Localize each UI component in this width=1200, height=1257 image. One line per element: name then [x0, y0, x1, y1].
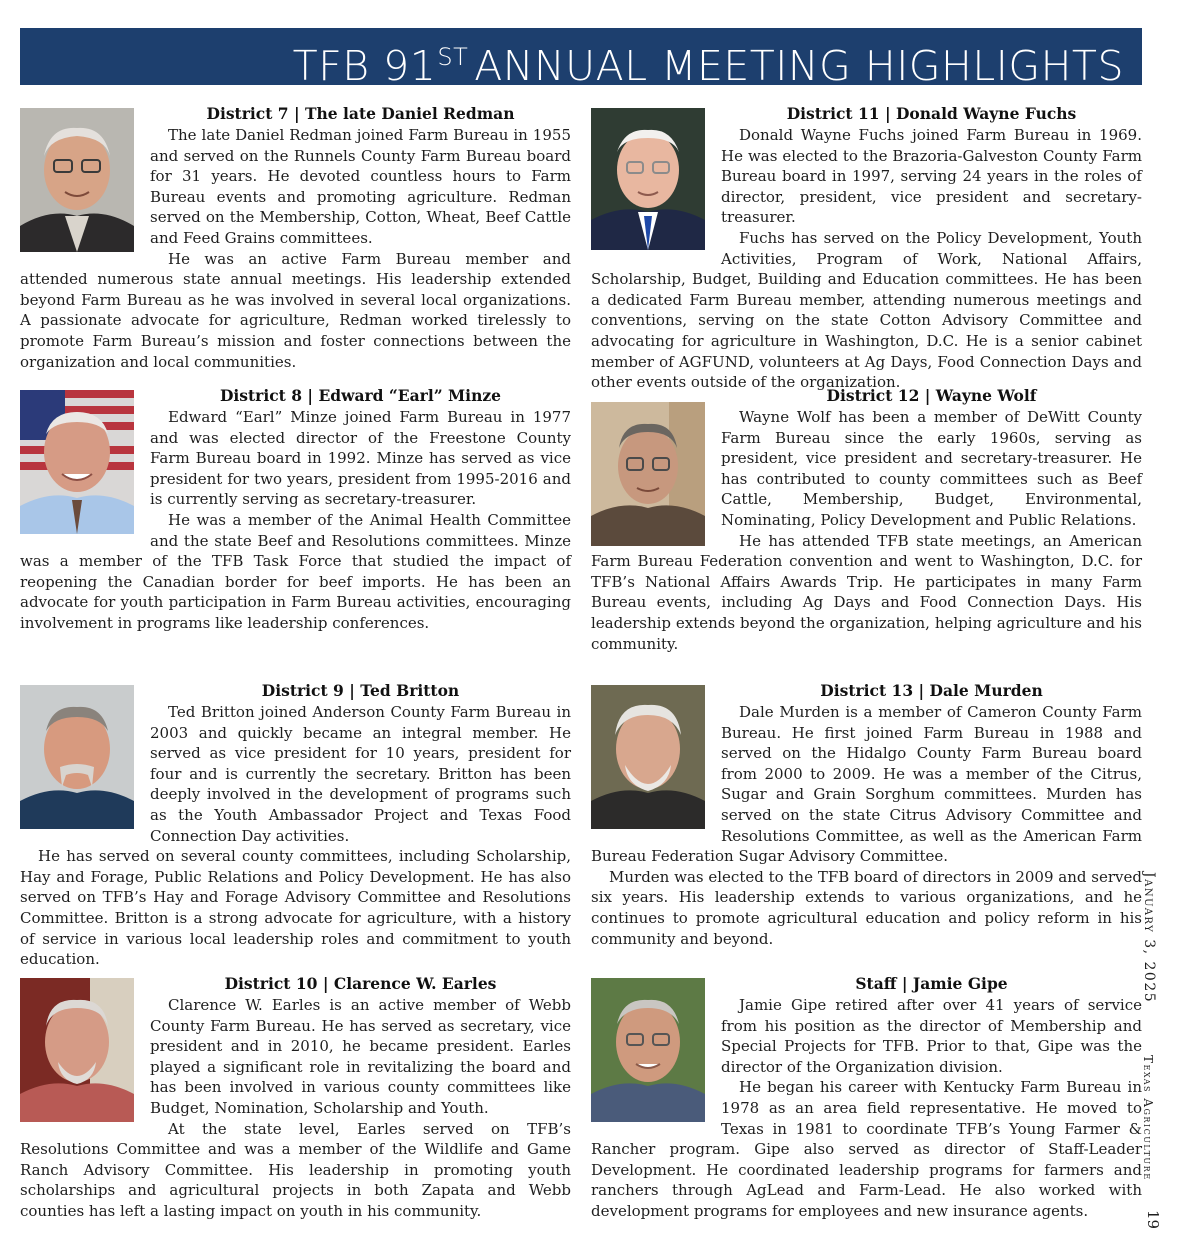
portrait-photo	[591, 402, 705, 546]
article-heading: District 13 | Dale Murden	[820, 681, 1043, 700]
header-banner	[20, 28, 1142, 90]
article-staff	[591, 974, 1142, 1222]
portrait-photo	[20, 978, 134, 1122]
article-district-8	[20, 386, 571, 634]
portrait-photo	[591, 978, 705, 1122]
article-heading: District 7 | The late Daniel Redman	[206, 104, 515, 123]
article-heading: District 10 | Clarence W. Earles	[224, 974, 497, 993]
article-paragraph: Wayne Wolf has been a member of DeWitt County Farm Bureau since the early 1960s, serving as president, vice president and secretary-treasurer. He has contributed to county committees such as Beef Cattle, Membership, Budget, Environmental, Nominating, Policy Development and Public Relations.	[721, 408, 1142, 529]
article-district-13	[591, 681, 1142, 949]
article-paragraph: Fuchs has served on the Policy Development, Youth Activities, Program of Work, National Affairs, Scholarship, Budget, Building and Education committees. He has been a dedicated Farm Bureau member, attending numerous meetings and conventions, serving on the state Cotton Advisory Committee and advocating for agriculture in Washington, D.C. He is a senior cabinet member of AGFUND, volunteers at Ag Days, Food Connection Days and other events outside of the organization.	[591, 228, 1142, 392]
article-paragraph: Edward “Earl” Minze joined Farm Bureau in 1977 and was elected director of the Freestone County Farm Bureau board in 1992. Minze has served as vice president for two years, president from 1995-2016 and is currently serving as secretary-treasurer.	[150, 408, 571, 509]
article-district-12	[591, 386, 1142, 654]
portrait-photo	[591, 685, 705, 829]
article-paragraph: Donald Wayne Fuchs joined Farm Bureau in 1969. He was elected to the Brazoria-Galveston County Farm Bureau board in 1997, serving 24 years in the roles of director, president, vice president and secretary-treasurer.	[721, 126, 1142, 227]
article-paragraph: The late Daniel Redman joined Farm Bureau in 1955 and served on the Runnels County Farm Bureau board for 31 years. He devoted countless hours to Farm Bureau events and promoting agriculture. Redman served on the Membership, Cotton, Wheat, Beef Cattle and Feed Grains committees.	[150, 126, 571, 247]
article-district-7	[20, 104, 571, 372]
portrait-photo	[20, 685, 134, 829]
article-paragraph: Murden was elected to the TFB board of directors in 2009 and served six years. His leadership extends to various organizations, and he continues to promote agricultural education and policy reform in his community and beyond.	[591, 867, 1142, 948]
page-title: TFB 91ST ANNUAL MEETING HIGHLIGHTS	[292, 42, 1124, 90]
article-paragraph: At the state level, Earles served on TFB’s Resolutions Committee and was a member of the Wildlife and Game Ranch Advisory Committee. His leadership in promoting youth scholarships and agricultural projects in both Zapata and Webb counties has left a lasting impact on youth in his community.	[20, 1119, 571, 1220]
article-district-11	[591, 104, 1142, 393]
article-paragraph: He was an active Farm Bureau member and attended numerous state annual meetings. His leadership extended beyond Farm Bureau as he was involved in several local organizations. A passionate advocate for agriculture, Redman worked tirelessly to promote Farm Bureau’s mission and foster connections between the organization and local communities.	[20, 249, 571, 371]
portrait-photo	[20, 108, 134, 252]
article-paragraph: He was a member of the Animal Health Committee and the state Beef and Resolutions committees. Minze was a member of the TFB Task Force that studied the impact of reopening the Canadian border for beef imports. He has been an advocate for youth participation in Farm Bureau activities, encouraging involvement in programs like leadership conferences.	[20, 510, 571, 632]
article-paragraph: Dale Murden is a member of Cameron County Farm Bureau. He first joined Farm Bureau in 1988 and served on the Hidalgo County Farm Bureau board from 2000 to 2009. He was a member of the Citrus, Sugar and Grain Sorghum committees. Murden has served on the state Citrus Advisory Committee and Resolutions Committee, as well as the American Farm Bureau Federation Sugar Advisory Committee.	[591, 703, 1142, 866]
article-paragraph: He has attended TFB state meetings, an American Farm Bureau Federation convention and went to Washington, D.C. for TFB’s National Affairs Awards Trip. He participates in many Farm Bureau events, including Ag Days and Food Connection Days. His leadership extends beyond the organization, helping agriculture and his community.	[591, 531, 1142, 653]
article-paragraph: Ted Britton joined Anderson County Farm Bureau in 2003 and quickly became an integral member. He served as vice president for 10 years, president for four and is currently the secretary. Britton has been deeply involved in the development of programs such as the Youth Ambassador Project and Texas Food Connection Day activities.	[150, 703, 571, 845]
article-paragraph: He began his career with Kentucky Farm Bureau in 1978 as an area field representative. He moved to Texas in 1981 to coordinate TFB’s Young Farmer & Rancher program. Gipe also served as director of Staff-Leader Development. He coordinated leadership programs for farmers and ranchers through AgLead and Farm-Lead. He also worked with development programs for employees and new insurance agents.	[591, 1078, 1142, 1220]
page-number: 19	[1144, 1210, 1162, 1230]
article-district-9	[20, 681, 571, 970]
article-heading: District 11 | Donald Wayne Fuchs	[786, 104, 1077, 123]
article-heading: District 8 | Edward “Earl” Minze	[219, 386, 502, 405]
article-paragraph: He has served on several county committees, including Scholarship, Hay and Forage, Public Relations and Policy Development. He has also served on TFB’s Hay and Forage Advisory Committee and Resolutions Committee. Britton is a strong advocate for agriculture, with a history of service in various local leadership roles and commitment to youth education.	[20, 847, 571, 969]
issue-date: January 3, 2025	[1141, 872, 1157, 1004]
article-paragraph: Clarence W. Earles is an active member of Webb County Farm Bureau. He has served as secretary, vice president and in 2010, he became president. Earles played a significant role in revitalizing the board and has been involved in various county committees like Budget, Nomination, Scholarship and Youth.	[150, 996, 571, 1117]
article-district-10	[20, 974, 571, 1222]
article-heading: District 9 | Ted Britton	[261, 681, 460, 700]
portrait-photo	[591, 108, 705, 250]
magazine-name: Texas Agriculture	[1141, 1055, 1155, 1181]
article-heading: District 12 | Wayne Wolf	[826, 386, 1037, 405]
article-paragraph: Jamie Gipe retired after over 41 years of service from his position as the director of Membership and Special Projects for TFB. Prior to that, Gipe was the director of the Organization division.	[721, 996, 1142, 1076]
portrait-photo	[20, 390, 134, 534]
article-heading: Staff | Jamie Gipe	[855, 974, 1008, 993]
